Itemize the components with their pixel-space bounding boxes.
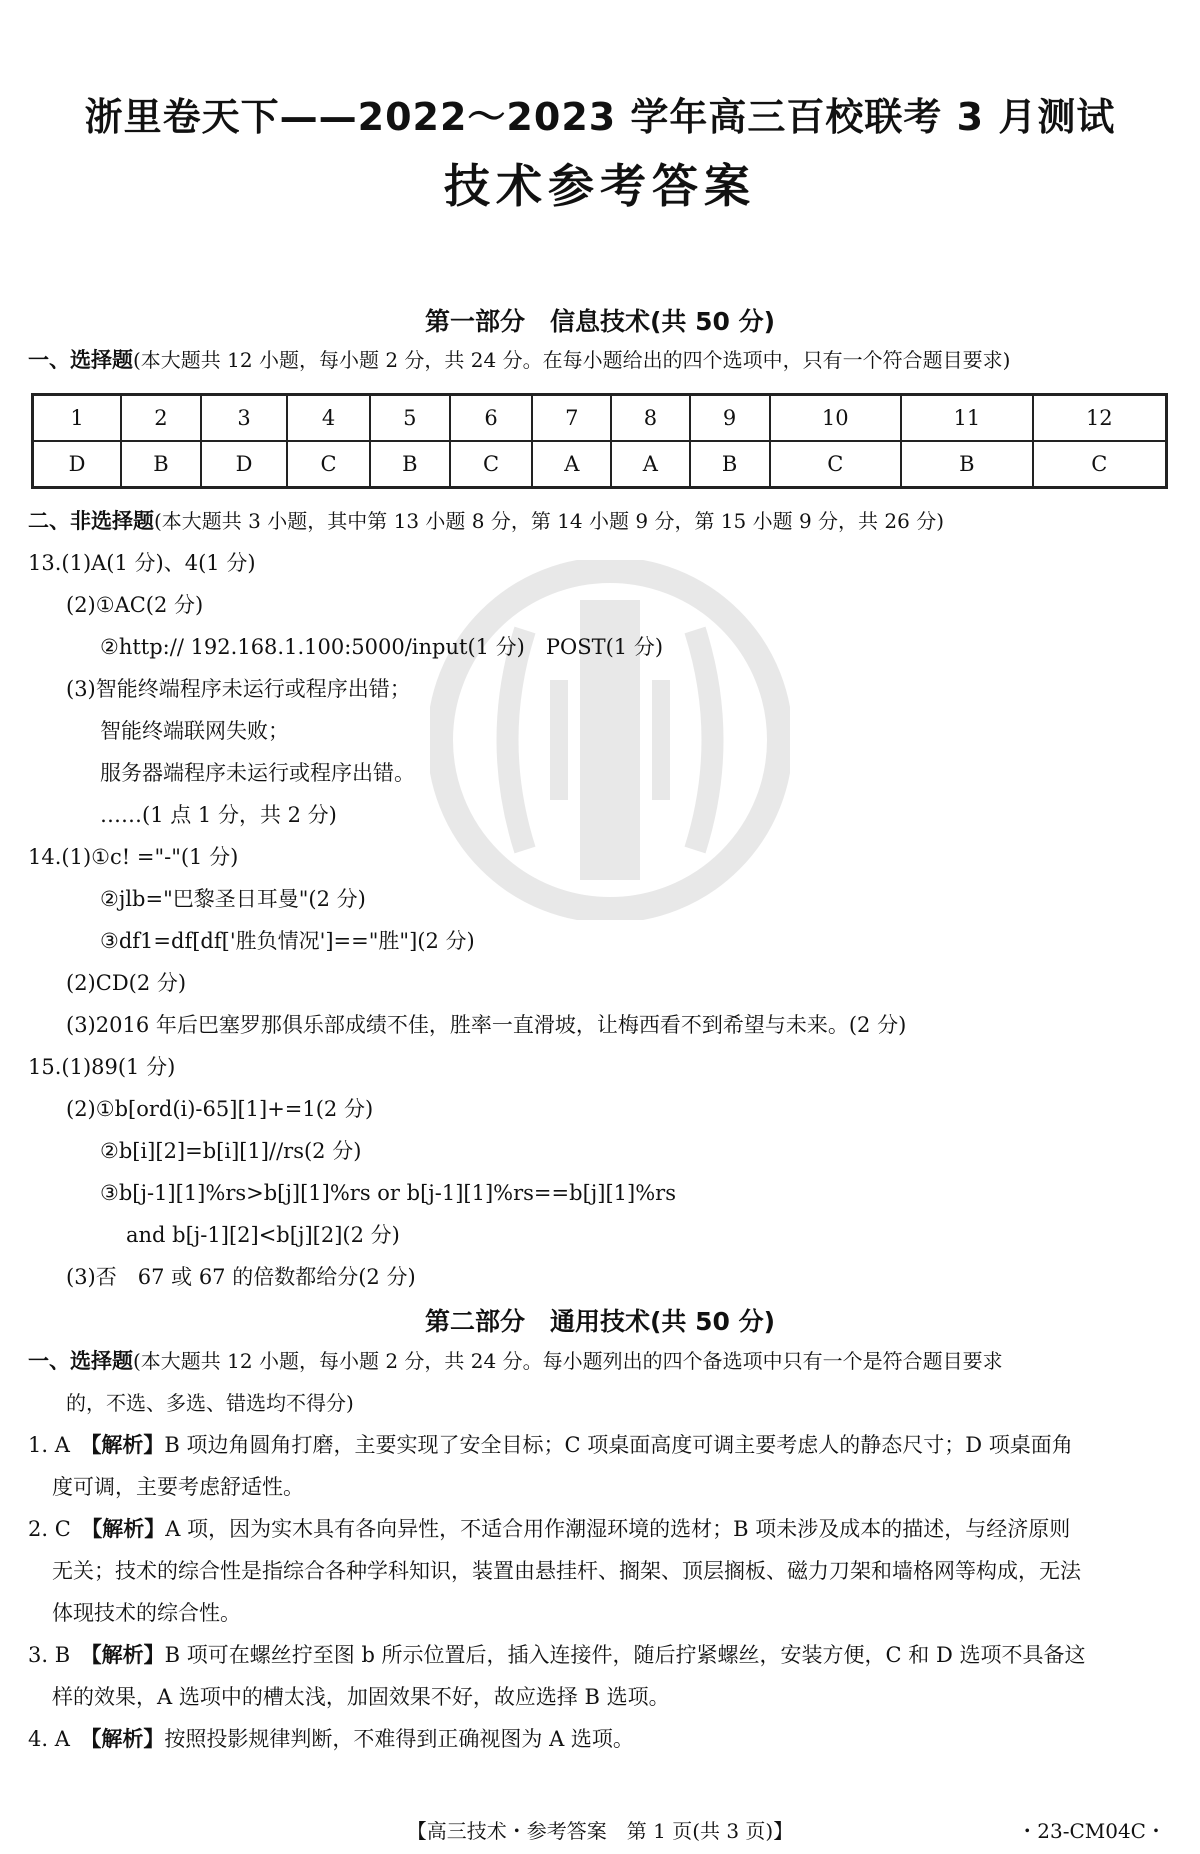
part2-choice-label: 一、选择题 xyxy=(28,1349,133,1373)
item-number: 1. A xyxy=(28,1433,70,1457)
part2-heading: 第二部分 通用技术(共 50 分) xyxy=(424,1307,776,1336)
table-cell: 9 xyxy=(690,395,770,442)
item-number: 2. C xyxy=(28,1517,71,1541)
answer-line: (2)①AC(2 分) xyxy=(66,593,204,617)
document-subtitle: 技术参考答案 xyxy=(444,159,756,213)
item-text-continued: 体现技术的综合性。 xyxy=(52,1601,241,1625)
item-number: 3. B xyxy=(28,1643,71,1667)
table-cell: B xyxy=(690,441,770,488)
document-code: ・23-CM04C・ xyxy=(1017,1819,1166,1843)
answer-line: ③df1=df[df['胜负情况']=="胜"](2 分) xyxy=(100,929,475,953)
item-tag: 【解析】 xyxy=(91,1517,166,1541)
table-cell: 2 xyxy=(121,395,201,442)
answer-line: (3)智能终端程序未运行或程序出错； xyxy=(66,677,411,701)
answer-line: 13.(1)A(1 分)、4(1 分) xyxy=(28,551,256,575)
item-text: 按照投影规律判断，不难得到正确视图为 A 选项。 xyxy=(164,1727,634,1751)
answer-line: (3)否 67 或 67 的倍数都给分(2 分) xyxy=(66,1265,416,1289)
answer-table xyxy=(31,393,1168,489)
item-text: B 项可在螺丝拧至图 b 所示位置后，插入连接件，随后拧紧螺丝，安装方便，C 和 D 选项不具备这 xyxy=(164,1643,1086,1667)
table-cell: 1 xyxy=(33,395,122,442)
table-cell: A xyxy=(611,441,690,488)
item-tag: 【解析】 xyxy=(90,1433,165,1457)
item-text-continued: 样的效果，A 选项中的槽太浅，加固效果不好，故应选择 B 选项。 xyxy=(52,1685,670,1709)
part2-choice-desc: (本大题共 12 小题，每小题 2 分，共 24 分。每小题列出的四个备选项中只有一个是符合题目要求 xyxy=(133,1349,1003,1373)
explanation-item xyxy=(28,1430,1073,1460)
item-text: A 项，因为实木具有各向异性，不适合用作潮湿环境的选材；B 项未涉及成本的描述，与经济原则 xyxy=(165,1517,1071,1541)
item-text: B 项边角圆角打磨，主要实现了安全目标；C 项桌面高度可调主要考虑人的静态尺寸；D 项桌面角 xyxy=(164,1433,1073,1457)
page-footer: 【高三技术・参考答案 第 1 页(共 3 页)】 xyxy=(406,1819,794,1843)
answer-line: (2)①b[ord(i)-65][1]+=1(2 分) xyxy=(66,1097,374,1121)
item-tag: 【解析】 xyxy=(91,1643,165,1667)
explanation-item xyxy=(28,1640,1085,1670)
table-cell: B xyxy=(121,441,201,488)
table-cell: 7 xyxy=(532,395,611,442)
answer-line: ②b[i][2]=b[i][1]//rs(2 分) xyxy=(100,1139,362,1163)
explanation-item xyxy=(28,1724,634,1754)
answer-line: ②jlb="巴黎圣日耳曼"(2 分) xyxy=(100,887,366,911)
answer-line: and b[j-1][2]<b[j][2](2 分) xyxy=(126,1223,400,1247)
answer-line: ……(1 点 1 分，共 2 分) xyxy=(100,803,337,827)
table-cell: 8 xyxy=(611,395,690,442)
table-cell: 5 xyxy=(370,395,450,442)
answer-line: (3)2016 年后巴塞罗那俱乐部成绩不佳，胜率一直滑坡，让梅西看不到希望与未来。(2 分) xyxy=(66,1013,907,1037)
table-cell: D xyxy=(33,441,122,488)
part1-nonchoice-label: 二、非选择题 xyxy=(28,509,154,533)
part2-choice-instruction xyxy=(28,1346,1003,1376)
document-title: 浙里卷天下——2022～2023 学年高三百校联考 3 月测试 xyxy=(84,95,1116,139)
table-cell: C xyxy=(287,441,370,488)
table-cell: 11 xyxy=(901,395,1033,442)
table-cell: A xyxy=(532,441,611,488)
table-cell: B xyxy=(901,441,1033,488)
part1-choice-instruction xyxy=(28,345,1010,375)
watermark-logo-icon xyxy=(430,560,790,920)
table-cell: 12 xyxy=(1033,395,1167,442)
answer-line: 服务器端程序未运行或程序出错。 xyxy=(100,761,415,785)
answer-line: ②http:// 192.168.1.100:5000/input(1 分) POST(1 分) xyxy=(100,635,664,659)
table-cell: C xyxy=(1033,441,1167,488)
answer-line: 14.(1)①c! ="-"(1 分) xyxy=(28,845,239,869)
table-cell: C xyxy=(450,441,533,488)
item-number: 4. A xyxy=(28,1727,70,1751)
part2-choice-desc-continued: 的，不选、多选、错选均不得分) xyxy=(66,1391,354,1415)
part1-heading: 第一部分 信息技术(共 50 分) xyxy=(424,307,776,336)
table-cell: C xyxy=(770,441,902,488)
part1-nonchoice-desc: (本大题共 3 小题，其中第 13 小题 8 分，第 14 小题 9 分，第 15 小题 9 分，共 26 分) xyxy=(154,509,945,533)
table-cell: D xyxy=(201,441,287,488)
explanation-item xyxy=(28,1514,1070,1544)
part1-choice-desc: (本大题共 12 小题，每小题 2 分，共 24 分。在每小题给出的四个选项中，只有一个符合题目要求) xyxy=(133,348,1011,372)
answer-line: 智能终端联网失败； xyxy=(100,719,289,743)
table-cell: 3 xyxy=(201,395,287,442)
table-cell: 10 xyxy=(770,395,902,442)
answer-line: 15.(1)89(1 分) xyxy=(28,1055,176,1079)
item-tag: 【解析】 xyxy=(90,1727,165,1751)
part1-nonchoice-instruction xyxy=(28,506,944,536)
table-row-answers xyxy=(33,441,1167,488)
table-row-numbers xyxy=(33,395,1167,442)
table-cell: 4 xyxy=(287,395,370,442)
table-cell: 6 xyxy=(450,395,533,442)
part1-choice-label: 一、选择题 xyxy=(28,348,133,372)
item-text-continued: 度可调，主要考虑舒适性。 xyxy=(52,1475,304,1499)
answer-line: ③b[j-1][1]%rs>b[j][1]%rs or b[j-1][1]%rs==b[j][1]%rs xyxy=(100,1181,676,1205)
item-text-continued: 无关；技术的综合性是指综合各种学科知识，装置由悬挂杆、搁架、顶层搁板、磁力刀架和墙格网等构成，无法 xyxy=(52,1559,1081,1583)
answer-line: (2)CD(2 分) xyxy=(66,971,187,995)
table-cell: B xyxy=(370,441,450,488)
